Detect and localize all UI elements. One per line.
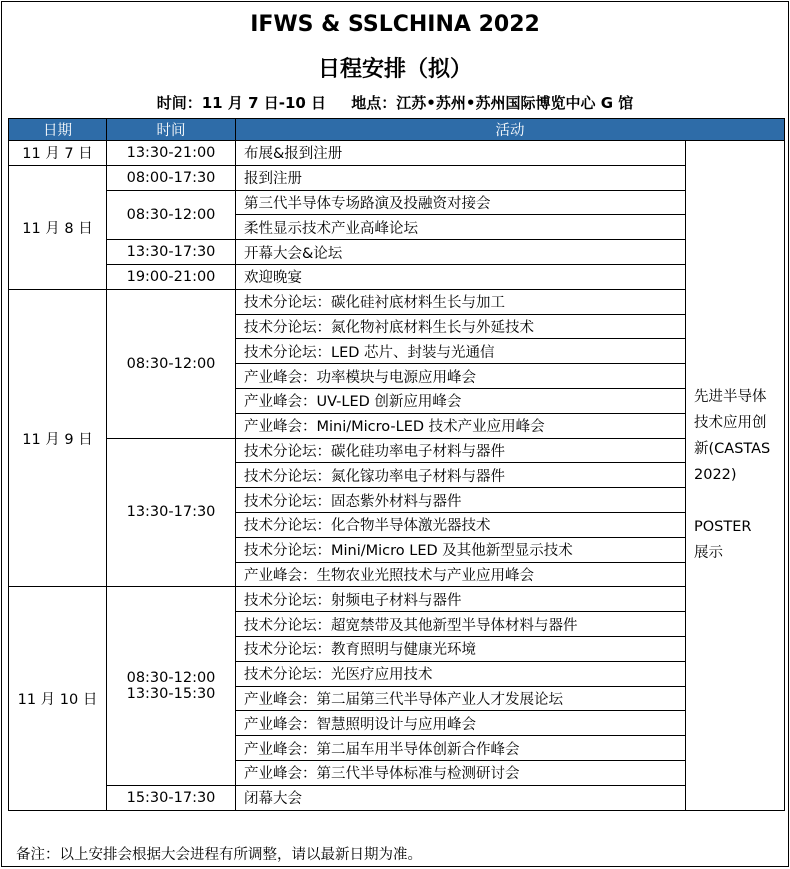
activity-cell: 技术分论坛：教育照明与健康光环境 <box>236 636 686 661</box>
event-title: IFWS & SSLCHINA 2022 <box>250 12 540 37</box>
event-info <box>2 92 788 113</box>
column-header-activity: 活动 <box>236 119 785 141</box>
table-header-row <box>9 119 785 141</box>
poster-line: 技术应用创 <box>694 415 767 432</box>
activity-cell: 技术分论坛：超宽禁带及其他新型半导体材料与器件 <box>236 612 686 637</box>
activity-cell: 技术分论坛：固态紫外材料与器件 <box>236 488 686 513</box>
date-cell: 11 月 10 日 <box>9 587 107 810</box>
event-time: 时间：11 月 7 日-10 日 <box>156 94 327 112</box>
time-cell: 08:30-12:00 <box>107 289 236 438</box>
activity-cell: 产业峰会：第二届第三代半导体产业人才发展论坛 <box>236 686 686 711</box>
date-cell: 11 月 9 日 <box>9 289 107 587</box>
time-range: 08:30-12:00 <box>126 670 216 687</box>
activity-cell: 技术分论坛：射频电子材料与器件 <box>236 587 686 612</box>
activity-cell: 布展&报到注册 <box>236 141 686 166</box>
column-header-date: 日期 <box>9 119 107 141</box>
activity-cell: 技术分论坛：碳化硅衬底材料生长与加工 <box>236 289 686 314</box>
table-row <box>9 785 785 810</box>
activity-cell: 产业峰会：第二届车用半导体创新合作峰会 <box>236 736 686 761</box>
activity-cell: 产业峰会：生物农业光照技术与产业应用峰会 <box>236 562 686 587</box>
time-range: 13:30-15:30 <box>126 686 216 703</box>
activity-cell: 技术分论坛：化合物半导体激光器技术 <box>236 512 686 537</box>
activity-cell: 产业峰会：UV-LED 创新应用峰会 <box>236 388 686 413</box>
poster-line: 2022) <box>694 467 737 484</box>
table-row <box>9 438 785 463</box>
activity-cell: 产业峰会：第三代半导体标准与检测研讨会 <box>236 760 686 785</box>
poster-line: 先进半导体 <box>694 389 767 406</box>
poster-line: 展示 <box>694 545 723 562</box>
date-cell: 11 月 8 日 <box>9 165 107 289</box>
schedule-table <box>8 118 785 811</box>
time-cell: 19:00-21:00 <box>107 264 236 289</box>
time-cell: 15:30-17:30 <box>107 785 236 810</box>
activity-cell: 技术分论坛：氮化镓功率电子材料与器件 <box>236 463 686 488</box>
table-row <box>9 289 785 314</box>
activity-cell: 闭幕大会 <box>236 785 785 810</box>
time-cell: 13:30-17:30 <box>107 240 236 265</box>
time-cell: 08:00-17:30 <box>107 165 236 190</box>
table-row <box>9 190 785 215</box>
schedule-page <box>1 1 789 867</box>
activity-cell: 产业峰会：Mini/Micro-LED 技术产业应用峰会 <box>236 413 686 438</box>
activity-cell: 技术分论坛：碳化硅功率电子材料与器件 <box>236 438 686 463</box>
activity-cell: 技术分论坛：LED 芯片、封装与光通信 <box>236 339 686 364</box>
table-row <box>9 240 785 265</box>
activity-cell: 技术分论坛：氮化物衬底材料生长与外延技术 <box>236 314 686 339</box>
activity-cell: 报到注册 <box>236 165 686 190</box>
table-row <box>9 264 785 289</box>
time-cell <box>107 587 236 785</box>
activity-cell: 欢迎晚宴 <box>236 264 686 289</box>
table-row <box>9 141 785 166</box>
activity-cell: 开幕大会&论坛 <box>236 240 686 265</box>
date-cell: 11 月 7 日 <box>9 141 107 166</box>
footnote: 备注：以上安排会根据大会进程有所调整，请以最新日期为准。 <box>16 847 422 863</box>
time-cell: 13:30-21:00 <box>107 141 236 166</box>
schedule-subtitle: 日程安排（拟） <box>317 57 472 82</box>
event-place: 地点：江苏•苏州•苏州国际博览中心 G 馆 <box>351 94 634 112</box>
poster-line: 新(CASTAS <box>694 441 771 458</box>
column-header-time: 时间 <box>107 119 236 141</box>
time-cell: 13:30-17:30 <box>107 438 236 587</box>
activity-cell: 技术分论坛：光医疗应用技术 <box>236 661 686 686</box>
activity-cell: 技术分论坛：Mini/Micro LED 及其他新型显示技术 <box>236 537 686 562</box>
table-row <box>9 587 785 612</box>
table-row <box>9 165 785 190</box>
poster-cell <box>686 141 785 811</box>
activity-cell: 第三代半导体专场路演及投融资对接会 <box>236 190 686 215</box>
poster-line: POSTER <box>694 519 752 536</box>
activity-cell: 产业峰会：智慧照明设计与应用峰会 <box>236 711 686 736</box>
activity-cell: 产业峰会：功率模块与电源应用峰会 <box>236 364 686 389</box>
time-cell: 08:30-12:00 <box>107 190 236 240</box>
activity-cell: 柔性显示技术产业高峰论坛 <box>236 215 686 240</box>
